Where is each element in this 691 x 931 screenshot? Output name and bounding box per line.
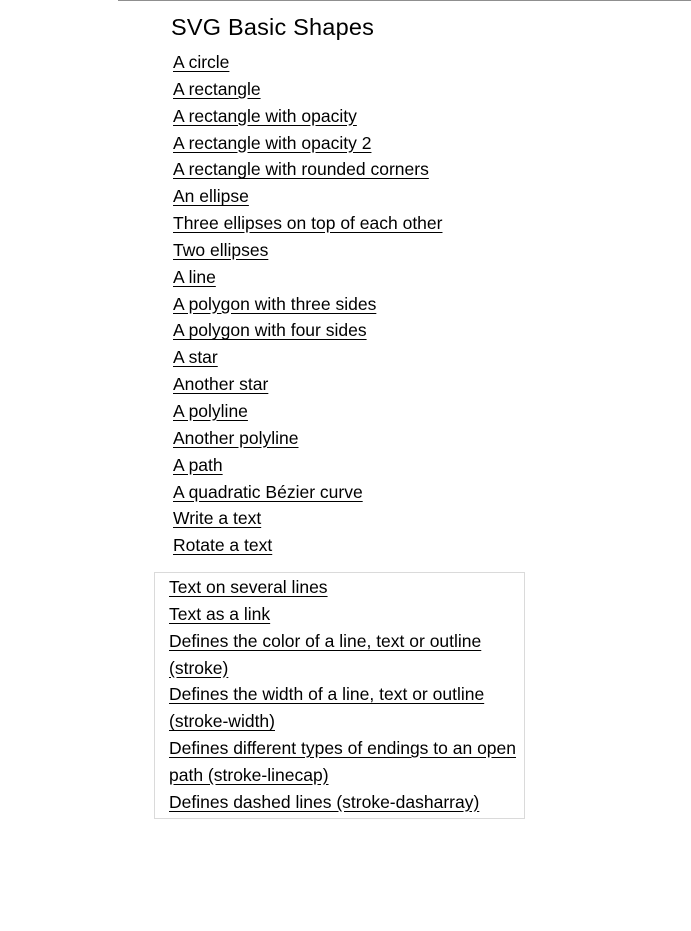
shape-example-link[interactable]: A polygon with four sides [173, 320, 367, 341]
shape-example-link[interactable]: Rotate a text [173, 535, 273, 556]
shape-example-list [173, 49, 653, 559]
attribute-example-link[interactable]: Defines the width of a line, text or outline (stroke-width) [169, 684, 485, 732]
shape-example-link[interactable]: A star [173, 347, 218, 368]
shape-example-link[interactable]: Two ellipses [173, 239, 269, 260]
shape-example-link[interactable]: A quadratic Bézier curve [173, 481, 363, 502]
shape-example-link[interactable]: Another star [173, 374, 269, 395]
shape-example-link[interactable]: A rectangle [173, 78, 261, 99]
shape-example-link[interactable]: Three ellipses on top of each other [173, 213, 443, 234]
shape-example-link[interactable]: An ellipse [173, 186, 249, 207]
shape-example-link[interactable]: Another polyline [173, 427, 299, 448]
horizontal-rule [118, 0, 691, 1]
attribute-example-link[interactable]: Defines dashed lines (stroke-dasharray) [169, 791, 480, 812]
shape-example-link[interactable]: A rectangle with opacity 2 [173, 132, 372, 153]
page-title: SVG Basic Shapes [171, 13, 375, 40]
shape-example-link[interactable]: A polygon with three sides [173, 293, 377, 314]
shape-example-link[interactable]: Write a text [173, 508, 262, 529]
attribute-example-link[interactable]: Defines different types of endings to an open path (stroke-linecap) [169, 738, 517, 785]
shape-example-link[interactable]: A line [173, 266, 216, 287]
attribute-example-link[interactable]: Text on several lines [169, 577, 328, 597]
attribute-example-list [169, 574, 518, 816]
shape-example-link[interactable]: A polyline [173, 400, 248, 421]
shape-example-link[interactable]: A path [173, 454, 223, 475]
attribute-example-link[interactable]: Defines the color of a line, text or outline (stroke) [169, 630, 482, 678]
attribute-example-link[interactable]: Text as a link [169, 603, 271, 624]
shape-example-link[interactable]: A rectangle with opacity [173, 105, 357, 126]
shape-example-link[interactable]: A circle [173, 52, 230, 72]
attribute-example-box [154, 572, 525, 819]
shape-example-link[interactable]: A rectangle with rounded corners [173, 159, 429, 180]
